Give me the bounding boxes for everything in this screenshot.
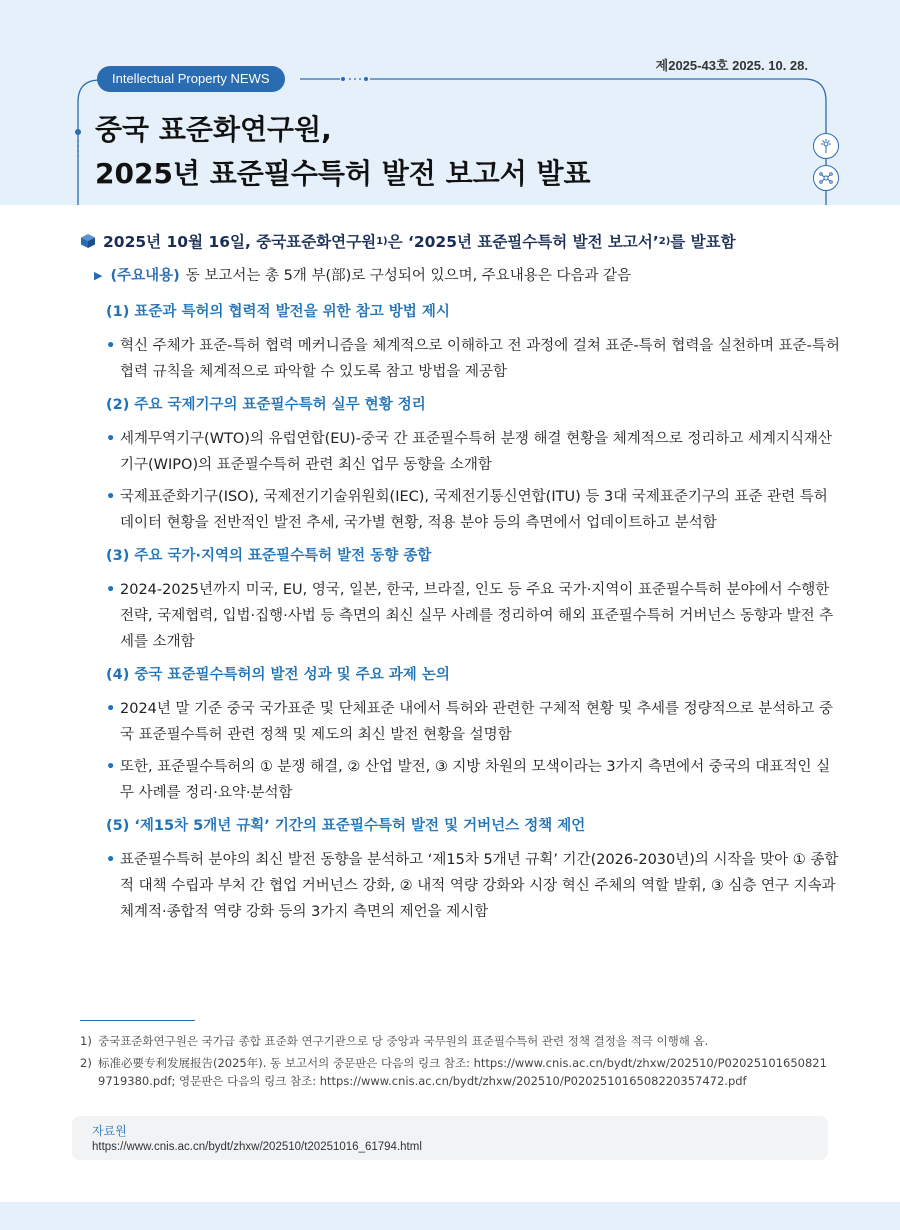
bullet-dot-icon: • (106, 759, 116, 775)
source-link[interactable]: https://www.cnis.ac.cn/bydt/zhxw/202510/t20251016_61794.html (92, 1141, 422, 1153)
section-1 (106, 300, 840, 385)
summary-line (94, 266, 840, 286)
summary-tag: (주요내용) (110, 268, 180, 284)
headline-text-c: 를 발표함 (670, 233, 736, 251)
section-heading: (1) 표준과 특허의 협력적 발전을 위한 참고 방법 제시 (106, 304, 450, 320)
section-2 (106, 393, 840, 536)
bullet-dot-icon: • (106, 701, 116, 717)
footer-band (0, 1202, 900, 1230)
issue-number: 제2025-43호 2025. 10. 28. (655, 58, 808, 73)
bullet-dot-icon: • (106, 338, 116, 354)
section-heading: (3) 주요 국가·지역의 표준필수특허 발전 동향 종합 (106, 548, 432, 564)
bullet-item: • 또한, 표준필수특허의 ① 분쟁 해결, ② 산업 발전, ③ 지방 차원의 모색이라는 3가지 측면에서 중국의 대표적인 실무 사례를 정리·요약·분석함 (106, 754, 840, 806)
headline (80, 230, 840, 252)
main-content (80, 230, 840, 931)
bullet-item: • 표준필수특허 분야의 최신 발전 동향을 분석하고 ‘제15차 5개년 규획’ 기간(2026-2030년)의 시작을 맞아 ① 종합적 대책 수립과 부처 간 협업 거버넌스 강화, ② 내적 역량 강화와 시장 혁신 주체의 역할 발휘, ③ 심층 연구 지속과 체계적·종합적 역량 강화 등의 3가지 측면의 제언을 제시함 (106, 847, 840, 925)
bullet-dot-icon: • (106, 582, 116, 598)
headline-text-b: 은 ‘2025년 표준필수특허 발전 보고서’ (387, 233, 659, 251)
title-line-1: 중국 표준화연구원, (95, 113, 332, 146)
dandelion-icon (813, 133, 839, 159)
bullet-item: • 국제표준화기구(ISO), 국제전기기술위원회(IEC), 국제전기통신연합(ITU) 등 3대 국제표준기구의 표준 관련 특허 데이터 현황을 전반적인 발전 추세, 국가별 현황, 적용 분야 등의 측면에서 업데이트하고 분석함 (106, 484, 840, 536)
section-3 (106, 544, 840, 655)
bullet-dot-icon: • (106, 431, 116, 447)
section-5 (106, 814, 840, 925)
triangle-bullet-icon: ▶ (94, 269, 103, 282)
title-line-2: 2025년 표준필수특허 발전 보고서 발표 (95, 157, 591, 190)
section-heading: (4) 중국 표준필수특허의 발전 성과 및 주요 과제 논의 (106, 667, 450, 683)
section-heading: (5) ‘제15차 5개년 규획’ 기간의 표준필수특허 발전 및 거버넌스 정책 제언 (106, 818, 586, 834)
footnote-2: 2) 标准必要专利发展报告(2025年). 동 보고서의 중문판은 다음의 링크 참조: https://www.cnis.ac.cn/bydt/zhxw/202510/P020251016508219719380.pdf; 영문판은 다음의 링크 참조: https://www.cnis.ac.cn/bydt/zhxw/202510/P020251016508220357472.pdf (80, 1056, 827, 1088)
footnote-ref-2: 2) (658, 235, 671, 247)
footnote-1: 1) 중국표준화연구원은 국가급 종합 표준화 연구기관으로 당 중앙과 국무원의 표준필수특허 관련 정책 결정을 적극 이행해 옴. (80, 1034, 709, 1048)
cube-bullet-icon (80, 233, 96, 249)
summary-text: 동 보고서는 총 5개 부(部)로 구성되어 있으며, 주요내용은 다음과 같음 (185, 268, 632, 284)
newsletter-badge: Intellectual Property NEWS (97, 66, 285, 92)
footnote-ref-1: 1) (376, 235, 388, 247)
bullet-dot-icon: • (106, 852, 116, 868)
footnote-divider (80, 1020, 195, 1021)
bullet-item: • 세계무역기구(WTO)의 유럽연합(EU)-중국 간 표준필수특허 분쟁 해결 현황을 체계적으로 정리하고 세계지식재산기구(WIPO)의 표준필수특허 관련 최신 업무 동향을 소개함 (106, 426, 840, 478)
bullet-item: • 2024-2025년까지 미국, EU, 영국, 일본, 한국, 브라질, 인도 등 주요 국가·지역이 표준필수특허 분야에서 수행한 전략, 국제협력, 입법·집행·사법 등 측면의 최신 실무 사례를 정리하여 해외 표준필수특허 거버넌스 동향과 발전 추세를 소개함 (106, 577, 840, 655)
section-4 (106, 663, 840, 806)
bullet-dot-icon: • (106, 489, 116, 505)
footnotes (80, 1032, 830, 1094)
page-title (95, 108, 591, 196)
source-box (72, 1116, 828, 1160)
bullet-item: • 2024년 말 기준 중국 국가표준 및 단체표준 내에서 특허와 관련한 구체적 현황 및 추세를 정량적으로 분석하고 중국 표준필수특허 관련 정책 및 제도의 최신 발전 현황을 설명함 (106, 696, 840, 748)
headline-text-a: 2025년 10월 16일, 중국표준화연구원 (103, 233, 377, 251)
section-heading: (2) 주요 국제기구의 표준필수특허 실무 현황 정리 (106, 397, 426, 413)
bullet-item: • 혁신 주체가 표준-특허 협력 메커니즘을 체계적으로 이해하고 전 과정에 걸쳐 표준-특허 협력을 실천하며 표준-특허 협력 규칙을 체계적으로 파악할 수 있도록 참고 방법을 제공함 (106, 333, 840, 385)
network-icon (813, 165, 839, 191)
source-label: 자료원 (92, 1124, 127, 1138)
